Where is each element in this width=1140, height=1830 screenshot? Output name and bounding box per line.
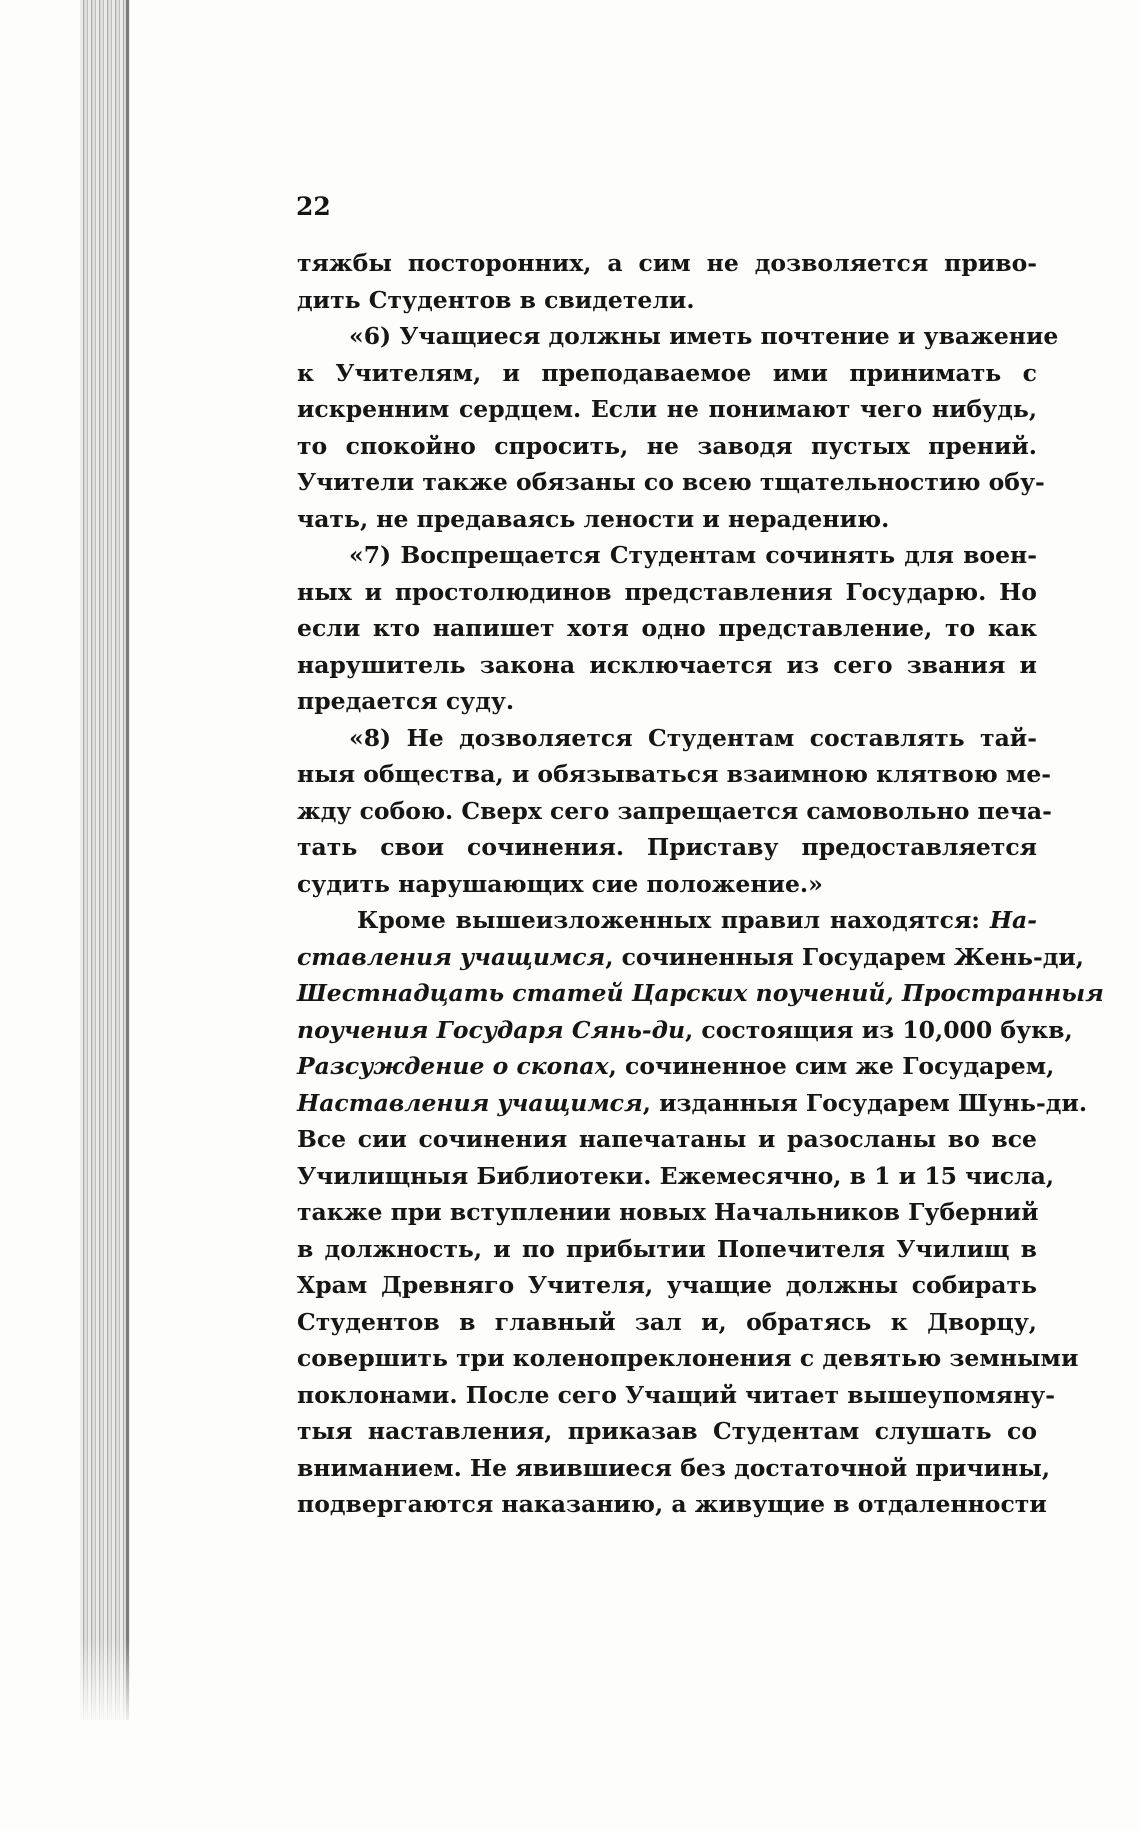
- text-line: «7) Воспрещается Студентам сочинять для воен-: [349, 541, 1037, 569]
- page-number: 22: [296, 192, 331, 221]
- book-binding: [80, 0, 130, 1720]
- italic-title: Шестнадцать статей Царских поучений, Пространныя: [297, 979, 1104, 1007]
- text-line: ных и простолюдинов представления Государю. Но: [297, 577, 1037, 606]
- text-line: тяжбы посторонних, а сим не дозволяется приво-: [297, 249, 1037, 277]
- text-line: поклонами. После сего Учащий читает вышеупомяну-: [297, 1380, 1055, 1409]
- text-line: дить Студентов в свидетели.: [297, 285, 695, 314]
- text-line: вниманием. Не явившиеся без достаточной причины,: [297, 1453, 1051, 1482]
- italic-title: поучения Государя Сянь-ди: [297, 1015, 686, 1044]
- body-text: [297, 245, 1104, 1523]
- text-line: [297, 1012, 1073, 1049]
- text-segment: Кроме вышеизложенных правил находятся:: [357, 906, 990, 934]
- text-line: тыя наставления, приказав Студентам слушать со: [297, 1417, 1037, 1445]
- text-segment: , изданныя Государем Шунь-ди.: [642, 1088, 1088, 1117]
- italic-title: ставления учащимся: [297, 942, 606, 971]
- text-line: Студентов в главный зал и, обратясь к Дворцу,: [297, 1307, 1037, 1336]
- text-line: жду собою. Сверх сего запрещается самовольно печа-: [297, 796, 1052, 825]
- text-line: в должность, и по прибытии Попечителя Училищ в: [297, 1234, 1037, 1263]
- text-line: [297, 902, 1037, 939]
- text-segment: , сочиненное сим же Государем,: [608, 1052, 1055, 1080]
- text-line: к Учителям, и преподаваемое ими принимать с: [297, 358, 1037, 387]
- binding-edge: [126, 0, 129, 1720]
- italic-title: На-: [989, 906, 1037, 934]
- text-line: нарушитель закона исключается из сего звания и: [297, 650, 1037, 679]
- text-segment: , состоящия из 10,000 букв,: [685, 1015, 1073, 1044]
- text-line: чать, не предаваясь лености и нерадению.: [297, 504, 890, 533]
- binding-fade: [80, 1640, 140, 1730]
- text-line: ныя общества, и обязываться взаимною клятвою ме-: [297, 760, 1052, 788]
- text-line: предается суду.: [297, 687, 515, 715]
- text-line: Учители также обязаны со всею тщательностию обу-: [297, 468, 1045, 496]
- text-line: если кто напишет хотя одно представление, то как: [297, 614, 1037, 642]
- italic-title: Наставления учащимся: [297, 1088, 643, 1117]
- text-line: подвергаются наказанию, а живущие в отдаленности: [297, 1490, 1047, 1518]
- text-line: судить нарушающих сие положение.»: [297, 869, 823, 898]
- text-line: [297, 975, 1104, 1012]
- text-line: «8) Не дозволяется Студентам составлять тай-: [349, 723, 1037, 752]
- text-segment: , сочиненныя Государем Жень-ди,: [605, 942, 1084, 971]
- text-line: [297, 1048, 1055, 1085]
- text-line: то спокойно спросить, не заводя пустых прений.: [297, 431, 1037, 460]
- text-line: Училищныя Библиотеки. Ежемесячно, в 1 и 15 числа,: [297, 1161, 1055, 1190]
- text-line: Все сии сочинения напечатаны и разосланы во все: [297, 1125, 1037, 1153]
- text-line: тать свои сочинения. Приставу предоставляется: [297, 833, 1037, 861]
- text-line: также при вступлении новых Начальников Губерний: [297, 1198, 1039, 1226]
- text-line: совершить три коленопреклонения с девятью земными: [297, 1344, 1079, 1372]
- italic-title: Разсуждение о скопах: [297, 1052, 609, 1080]
- text-line: «6) Учащиеся должны иметь почтение и уважение: [349, 322, 1059, 350]
- text-line: [297, 1085, 1088, 1122]
- text-line: Храм Древняго Учителя, учащие должны собирать: [297, 1271, 1037, 1299]
- text-line: [297, 939, 1084, 976]
- text-line: искренним сердцем. Если не понимают чего нибудь,: [297, 395, 1037, 423]
